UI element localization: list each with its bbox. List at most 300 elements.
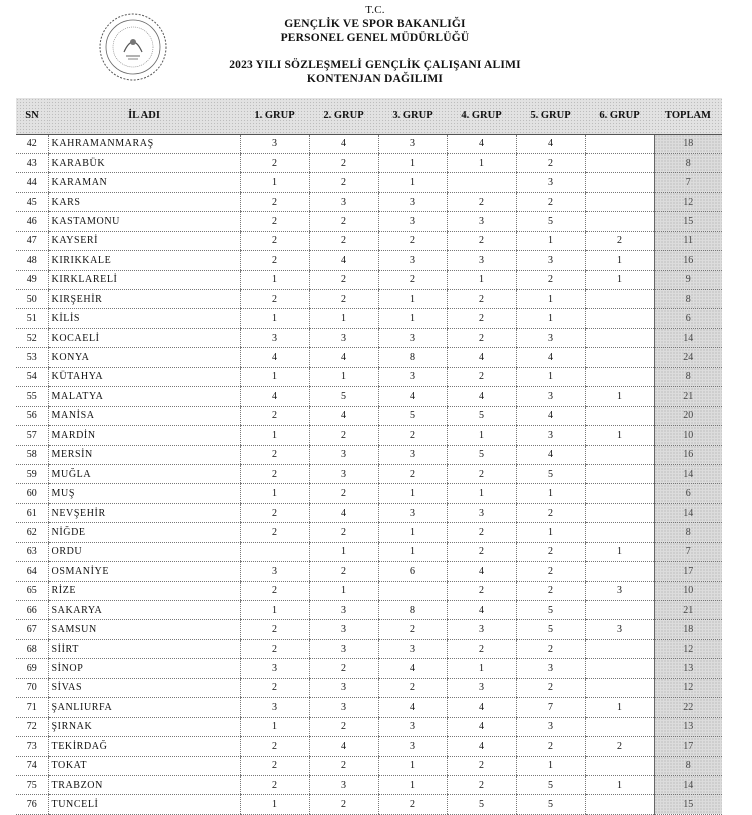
sn-cell: 48 — [16, 251, 48, 270]
table-row — [16, 601, 722, 620]
grup-5-cell: 3 — [516, 659, 585, 678]
grup-5-cell: 1 — [516, 367, 585, 386]
grup-1-cell: 1 — [240, 601, 309, 620]
col-header-grup-5: 5. GRUP — [516, 98, 585, 134]
header-ministry: GENÇLİK VE SPOR BAKANLIĞI — [284, 18, 466, 30]
il-adi-cell: MUĞLA — [48, 464, 240, 483]
grup-3-cell: 2 — [378, 620, 447, 639]
table-row — [16, 659, 722, 678]
grup-5-cell: 1 — [516, 290, 585, 309]
il-adi-cell: ŞIRNAK — [48, 717, 240, 736]
grup-1-cell: 1 — [240, 173, 309, 192]
il-adi-cell: RİZE — [48, 581, 240, 600]
il-adi-cell: MANİSA — [48, 406, 240, 425]
grup-3-cell: 3 — [378, 503, 447, 522]
grup-3-cell: 3 — [378, 192, 447, 211]
header-directorate: PERSONEL GENEL MÜDÜRLÜĞÜ — [280, 32, 470, 44]
toplam-cell: 15 — [654, 795, 722, 814]
col-header-grup-6: 6. GRUP — [585, 98, 654, 134]
ministry-seal-icon — [98, 12, 168, 82]
grup-3-cell: 8 — [378, 348, 447, 367]
grup-3-cell: 3 — [378, 717, 447, 736]
sn-cell: 46 — [16, 212, 48, 231]
table-row — [16, 639, 722, 658]
grup-5-cell: 4 — [516, 406, 585, 425]
grup-6-cell — [585, 503, 654, 522]
grup-1-cell: 3 — [240, 698, 309, 717]
toplam-cell: 8 — [654, 290, 722, 309]
col-header-grup-2: 2. GRUP — [309, 98, 378, 134]
grup-4-cell: 4 — [447, 717, 516, 736]
grup-6-cell: 1 — [585, 387, 654, 406]
grup-6-cell — [585, 678, 654, 697]
grup-1-cell: 2 — [240, 639, 309, 658]
grup-2-cell: 1 — [309, 581, 378, 600]
grup-5-cell: 1 — [516, 523, 585, 542]
grup-5-cell: 2 — [516, 581, 585, 600]
grup-6-cell — [585, 328, 654, 347]
grup-1-cell: 2 — [240, 231, 309, 250]
il-adi-cell: KARAMAN — [48, 173, 240, 192]
grup-3-cell: 6 — [378, 562, 447, 581]
toplam-cell: 8 — [654, 153, 722, 172]
toplam-cell: 16 — [654, 251, 722, 270]
il-adi-cell: NİĞDE — [48, 523, 240, 542]
col-header-grup-4: 4. GRUP — [447, 98, 516, 134]
grup-6-cell: 2 — [585, 737, 654, 756]
toplam-cell: 21 — [654, 387, 722, 406]
col-header-sn: SN — [16, 98, 48, 134]
il-adi-cell: SİVAS — [48, 678, 240, 697]
sn-cell: 75 — [16, 775, 48, 794]
grup-4-cell: 4 — [447, 134, 516, 153]
grup-3-cell: 3 — [378, 212, 447, 231]
grup-3-cell: 5 — [378, 406, 447, 425]
grup-5-cell: 5 — [516, 212, 585, 231]
grup-6-cell — [585, 134, 654, 153]
table-row — [16, 581, 722, 600]
grup-4-cell: 2 — [447, 290, 516, 309]
il-adi-cell: KIRŞEHİR — [48, 290, 240, 309]
grup-6-cell — [585, 192, 654, 211]
grup-6-cell: 1 — [585, 542, 654, 561]
grup-3-cell: 1 — [378, 484, 447, 503]
grup-5-cell: 4 — [516, 445, 585, 464]
grup-1-cell: 2 — [240, 620, 309, 639]
grup-3-cell: 8 — [378, 601, 447, 620]
toplam-cell: 22 — [654, 698, 722, 717]
grup-4-cell: 2 — [447, 309, 516, 328]
il-adi-cell: SİNOP — [48, 659, 240, 678]
grup-6-cell — [585, 153, 654, 172]
il-adi-cell: NEVŞEHİR — [48, 503, 240, 522]
grup-4-cell: 4 — [447, 348, 516, 367]
grup-5-cell: 2 — [516, 737, 585, 756]
grup-2-cell: 5 — [309, 387, 378, 406]
grup-6-cell — [585, 639, 654, 658]
grup-5-cell: 3 — [516, 717, 585, 736]
grup-3-cell: 2 — [378, 426, 447, 445]
table-row — [16, 153, 722, 172]
sn-cell: 65 — [16, 581, 48, 600]
grup-6-cell: 1 — [585, 775, 654, 794]
toplam-cell: 24 — [654, 348, 722, 367]
sn-cell: 62 — [16, 523, 48, 542]
table-row — [16, 503, 722, 522]
sn-cell: 51 — [16, 309, 48, 328]
table-row — [16, 290, 722, 309]
grup-3-cell: 3 — [378, 367, 447, 386]
grup-2-cell: 3 — [309, 445, 378, 464]
grup-3-cell: 3 — [378, 134, 447, 153]
grup-6-cell: 1 — [585, 698, 654, 717]
table-row — [16, 678, 722, 697]
grup-1-cell: 2 — [240, 406, 309, 425]
grup-6-cell: 3 — [585, 581, 654, 600]
sn-cell: 43 — [16, 153, 48, 172]
grup-6-cell — [585, 464, 654, 483]
table-row — [16, 484, 722, 503]
grup-4-cell: 5 — [447, 406, 516, 425]
toplam-cell: 21 — [654, 601, 722, 620]
toplam-cell: 16 — [654, 445, 722, 464]
table-row — [16, 387, 722, 406]
grup-2-cell: 2 — [309, 756, 378, 775]
grup-4-cell: 4 — [447, 698, 516, 717]
grup-3-cell: 2 — [378, 464, 447, 483]
toplam-cell: 8 — [654, 756, 722, 775]
grup-6-cell — [585, 795, 654, 814]
grup-4-cell: 2 — [447, 542, 516, 561]
toplam-cell: 18 — [654, 134, 722, 153]
grup-5-cell: 4 — [516, 134, 585, 153]
sn-cell: 52 — [16, 328, 48, 347]
toplam-cell: 7 — [654, 173, 722, 192]
il-adi-cell: SAKARYA — [48, 601, 240, 620]
grup-4-cell: 3 — [447, 678, 516, 697]
grup-4-cell: 1 — [447, 270, 516, 289]
table-row — [16, 562, 722, 581]
sn-cell: 47 — [16, 231, 48, 250]
grup-3-cell: 1 — [378, 290, 447, 309]
il-adi-cell: TUNCELİ — [48, 795, 240, 814]
sn-cell: 54 — [16, 367, 48, 386]
sn-cell: 68 — [16, 639, 48, 658]
grup-6-cell — [585, 173, 654, 192]
grup-2-cell: 3 — [309, 698, 378, 717]
grup-2-cell: 2 — [309, 270, 378, 289]
table-row — [16, 328, 722, 347]
il-adi-cell: KAHRAMANMARAŞ — [48, 134, 240, 153]
table-row — [16, 737, 722, 756]
grup-6-cell — [585, 367, 654, 386]
il-adi-cell: KAYSERİ — [48, 231, 240, 250]
grup-1-cell: 1 — [240, 309, 309, 328]
table-row — [16, 542, 722, 561]
grup-6-cell: 2 — [585, 231, 654, 250]
grup-1-cell: 2 — [240, 775, 309, 794]
il-adi-cell: KIRKLARELİ — [48, 270, 240, 289]
toplam-cell: 14 — [654, 503, 722, 522]
grup-4-cell: 1 — [447, 484, 516, 503]
grup-4-cell: 4 — [447, 601, 516, 620]
grup-2-cell: 3 — [309, 775, 378, 794]
il-adi-cell: TRABZON — [48, 775, 240, 794]
grup-5-cell: 3 — [516, 251, 585, 270]
grup-3-cell: 1 — [378, 309, 447, 328]
grup-4-cell: 5 — [447, 445, 516, 464]
sn-cell: 73 — [16, 737, 48, 756]
il-adi-cell: ORDU — [48, 542, 240, 561]
grup-2-cell: 4 — [309, 251, 378, 270]
grup-2-cell: 4 — [309, 134, 378, 153]
grup-5-cell: 1 — [516, 756, 585, 775]
grup-2-cell: 1 — [309, 367, 378, 386]
grup-1-cell: 2 — [240, 678, 309, 697]
grup-4-cell: 2 — [447, 581, 516, 600]
il-adi-cell: MARDİN — [48, 426, 240, 445]
toplam-cell: 10 — [654, 581, 722, 600]
toplam-cell: 17 — [654, 737, 722, 756]
grup-2-cell: 2 — [309, 212, 378, 231]
grup-3-cell: 3 — [378, 251, 447, 270]
grup-6-cell — [585, 717, 654, 736]
grup-4-cell: 2 — [447, 775, 516, 794]
grup-1-cell: 1 — [240, 270, 309, 289]
grup-4-cell — [447, 173, 516, 192]
grup-1-cell: 2 — [240, 192, 309, 211]
grup-3-cell: 3 — [378, 639, 447, 658]
toplam-cell: 13 — [654, 717, 722, 736]
grup-2-cell: 2 — [309, 562, 378, 581]
grup-1-cell: 2 — [240, 251, 309, 270]
grup-4-cell: 3 — [447, 212, 516, 231]
grup-1-cell: 4 — [240, 348, 309, 367]
sn-cell: 66 — [16, 601, 48, 620]
table-row — [16, 756, 722, 775]
il-adi-cell: SİİRT — [48, 639, 240, 658]
grup-3-cell: 1 — [378, 173, 447, 192]
toplam-cell: 9 — [654, 270, 722, 289]
grup-2-cell: 1 — [309, 309, 378, 328]
grup-2-cell: 3 — [309, 678, 378, 697]
il-adi-cell: KÜTAHYA — [48, 367, 240, 386]
sn-cell: 49 — [16, 270, 48, 289]
grup-1-cell: 2 — [240, 503, 309, 522]
grup-5-cell: 2 — [516, 192, 585, 211]
grup-2-cell: 4 — [309, 348, 378, 367]
table-row — [16, 620, 722, 639]
grup-1-cell: 2 — [240, 290, 309, 309]
grup-4-cell: 2 — [447, 231, 516, 250]
document-subtitle: KONTENJAN DAĞILIMI — [306, 73, 444, 85]
grup-1-cell — [240, 542, 309, 561]
grup-3-cell: 1 — [378, 756, 447, 775]
table-row — [16, 173, 722, 192]
grup-2-cell: 3 — [309, 328, 378, 347]
grup-4-cell: 2 — [447, 464, 516, 483]
il-adi-cell: KOCAELİ — [48, 328, 240, 347]
toplam-cell: 15 — [654, 212, 722, 231]
grup-2-cell: 2 — [309, 290, 378, 309]
grup-4-cell: 2 — [447, 756, 516, 775]
grup-1-cell: 4 — [240, 387, 309, 406]
table-row — [16, 523, 722, 542]
grup-4-cell: 4 — [447, 737, 516, 756]
grup-6-cell — [585, 659, 654, 678]
il-adi-cell: ŞANLIURFA — [48, 698, 240, 717]
table-row — [16, 212, 722, 231]
table-row — [16, 367, 722, 386]
grup-3-cell: 2 — [378, 678, 447, 697]
table-row — [16, 445, 722, 464]
grup-2-cell: 2 — [309, 426, 378, 445]
grup-5-cell: 5 — [516, 795, 585, 814]
grup-1-cell: 2 — [240, 153, 309, 172]
grup-2-cell: 4 — [309, 406, 378, 425]
grup-5-cell: 2 — [516, 678, 585, 697]
grup-5-cell: 5 — [516, 601, 585, 620]
grup-5-cell: 3 — [516, 328, 585, 347]
grup-4-cell: 2 — [447, 639, 516, 658]
grup-2-cell: 4 — [309, 737, 378, 756]
col-header-grup-1: 1. GRUP — [240, 98, 309, 134]
grup-5-cell: 1 — [516, 231, 585, 250]
grup-6-cell — [585, 601, 654, 620]
col-header-grup-3: 3. GRUP — [378, 98, 447, 134]
grup-4-cell: 3 — [447, 251, 516, 270]
table-row — [16, 192, 722, 211]
sn-cell: 67 — [16, 620, 48, 639]
toplam-cell: 14 — [654, 775, 722, 794]
grup-1-cell: 2 — [240, 445, 309, 464]
grup-2-cell: 1 — [309, 542, 378, 561]
toplam-cell: 8 — [654, 523, 722, 542]
il-adi-cell: OSMANİYE — [48, 562, 240, 581]
grup-2-cell: 2 — [309, 659, 378, 678]
table-row — [16, 406, 722, 425]
sn-cell: 50 — [16, 290, 48, 309]
grup-2-cell: 3 — [309, 601, 378, 620]
toplam-cell: 6 — [654, 484, 722, 503]
grup-5-cell: 5 — [516, 775, 585, 794]
sn-cell: 70 — [16, 678, 48, 697]
sn-cell: 60 — [16, 484, 48, 503]
grup-5-cell: 2 — [516, 639, 585, 658]
grup-5-cell: 1 — [516, 309, 585, 328]
sn-cell: 42 — [16, 134, 48, 153]
grup-3-cell — [378, 581, 447, 600]
grup-2-cell: 2 — [309, 717, 378, 736]
grup-5-cell: 2 — [516, 153, 585, 172]
grup-3-cell: 4 — [378, 698, 447, 717]
grup-2-cell: 3 — [309, 639, 378, 658]
il-adi-cell: KIRIKKALE — [48, 251, 240, 270]
sn-cell: 63 — [16, 542, 48, 561]
grup-4-cell: 2 — [447, 367, 516, 386]
grup-5-cell: 2 — [516, 542, 585, 561]
col-header-il-adi: İL ADI — [48, 98, 240, 134]
grup-1-cell: 1 — [240, 367, 309, 386]
grup-2-cell: 2 — [309, 231, 378, 250]
grup-4-cell: 1 — [447, 153, 516, 172]
table-row — [16, 134, 722, 153]
grup-1-cell: 1 — [240, 717, 309, 736]
grup-6-cell — [585, 523, 654, 542]
grup-2-cell: 2 — [309, 484, 378, 503]
grup-1-cell: 1 — [240, 795, 309, 814]
grup-6-cell: 1 — [585, 270, 654, 289]
il-adi-cell: KARS — [48, 192, 240, 211]
grup-1-cell: 2 — [240, 464, 309, 483]
grup-5-cell: 4 — [516, 348, 585, 367]
grup-4-cell: 3 — [447, 503, 516, 522]
sn-cell: 74 — [16, 756, 48, 775]
grup-4-cell: 2 — [447, 328, 516, 347]
toplam-cell: 12 — [654, 192, 722, 211]
grup-4-cell: 2 — [447, 523, 516, 542]
sn-cell: 59 — [16, 464, 48, 483]
il-adi-cell: SAMSUN — [48, 620, 240, 639]
il-adi-cell: MUŞ — [48, 484, 240, 503]
grup-4-cell: 4 — [447, 562, 516, 581]
grup-3-cell: 1 — [378, 523, 447, 542]
sn-cell: 71 — [16, 698, 48, 717]
grup-3-cell: 2 — [378, 231, 447, 250]
grup-6-cell — [585, 445, 654, 464]
grup-2-cell: 2 — [309, 523, 378, 542]
grup-5-cell: 3 — [516, 426, 585, 445]
grup-5-cell: 1 — [516, 484, 585, 503]
sn-cell: 55 — [16, 387, 48, 406]
grup-3-cell: 3 — [378, 737, 447, 756]
grup-6-cell — [585, 309, 654, 328]
table-row — [16, 426, 722, 445]
grup-1-cell: 2 — [240, 581, 309, 600]
table-row — [16, 775, 722, 794]
grup-3-cell: 3 — [378, 328, 447, 347]
grup-4-cell: 2 — [447, 192, 516, 211]
table-row — [16, 795, 722, 814]
grup-4-cell: 1 — [447, 659, 516, 678]
grup-1-cell: 2 — [240, 737, 309, 756]
sn-cell: 57 — [16, 426, 48, 445]
grup-2-cell: 3 — [309, 620, 378, 639]
table-header-row — [16, 98, 722, 134]
grup-6-cell — [585, 348, 654, 367]
il-adi-cell: MALATYA — [48, 387, 240, 406]
grup-2-cell: 4 — [309, 503, 378, 522]
grup-3-cell: 2 — [378, 795, 447, 814]
grup-2-cell: 3 — [309, 464, 378, 483]
grup-1-cell: 3 — [240, 134, 309, 153]
toplam-cell: 14 — [654, 464, 722, 483]
sn-cell: 56 — [16, 406, 48, 425]
grup-1-cell: 3 — [240, 659, 309, 678]
grup-6-cell: 1 — [585, 426, 654, 445]
toplam-cell: 11 — [654, 231, 722, 250]
table-row — [16, 698, 722, 717]
grup-4-cell: 3 — [447, 620, 516, 639]
table-row — [16, 251, 722, 270]
grup-6-cell — [585, 756, 654, 775]
document-title: 2023 YILI SÖZLEŞMELİ GENÇLİK ÇALIŞANI ALIMI — [229, 59, 521, 71]
grup-3-cell: 1 — [378, 153, 447, 172]
table-row — [16, 309, 722, 328]
table-row — [16, 464, 722, 483]
grup-5-cell: 5 — [516, 464, 585, 483]
grup-3-cell: 4 — [378, 387, 447, 406]
